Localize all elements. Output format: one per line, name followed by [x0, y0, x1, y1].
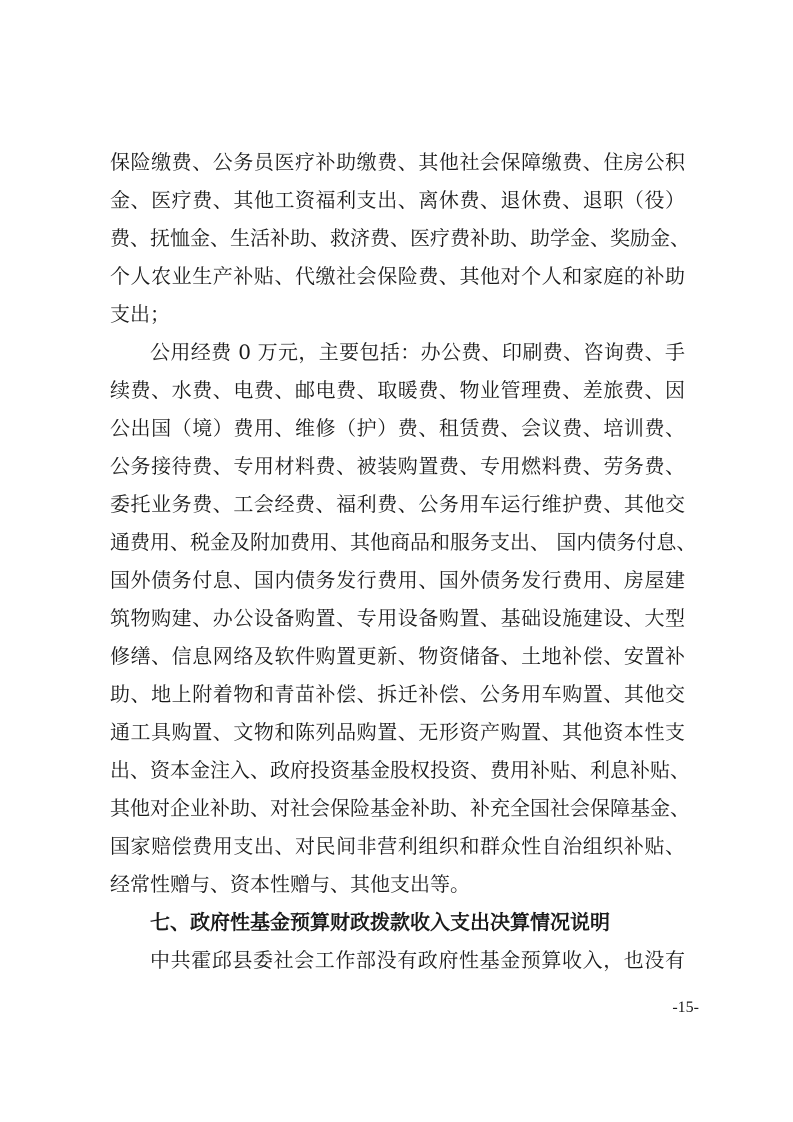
text-line: 费、抚恤金、生活补助、救济费、医疗费补助、助学金、奖励金、 — [110, 226, 690, 250]
section-heading: 七、政府性基金预算财政拨款收入支出决算情况说明 — [150, 910, 610, 934]
text-line: 公务接待费、专用材料费、被装购置费、专用燃料费、劳务费、 — [110, 454, 685, 478]
text-line: 通工具购置、文物和陈列品购置、无形资产购置、其他资本性支 — [110, 720, 685, 744]
text-line: 支出； — [110, 302, 170, 326]
text-line: 中共霍邱县委社会工作部没有政府性基金预算收入，也没有 — [150, 948, 685, 972]
text-line: 保险缴费、公务员医疗补助缴费、其他社会保障缴费、住房公积 — [110, 150, 685, 174]
text-line: 经常性赠与、资本性赠与、其他支出等。 — [110, 872, 470, 896]
page-number: -15- — [672, 999, 699, 1016]
text-line: 金、医疗费、其他工资福利支出、离休费、退休费、退职（役） — [110, 188, 685, 212]
text-line: 出、资本金注入、政府投资基金股权投资、费用补贴、利息补贴、 — [110, 758, 690, 782]
text-line: 通费用、税金及附加费用、其他商品和服务支出、 国内债务付息、 — [110, 530, 697, 554]
text-line: 国外债务付息、国内债务发行费用、国外债务发行费用、房屋建 — [110, 568, 685, 592]
text-line: 公用经费 0 万元，主要包括：办公费、印刷费、咨询费、手 — [150, 340, 685, 364]
text-line: 修缮、信息网络及软件购置更新、物资储备、土地补偿、安置补 — [110, 644, 685, 668]
text-line: 国家赔偿费用支出、对民间非营利组织和群众性自治组织补贴、 — [110, 834, 685, 858]
text-line: 其他对企业补助、对社会保险基金补助、补充全国社会保障基金、 — [110, 796, 690, 820]
text-line: 续费、水费、电费、邮电费、取暖费、物业管理费、差旅费、因 — [110, 378, 685, 402]
text-line: 委托业务费、工会经费、福利费、公务用车运行维护费、其他交 — [110, 492, 685, 516]
text-line: 筑物购建、办公设备购置、专用设备购置、基础设施建设、大型 — [110, 606, 685, 630]
text-line: 助、地上附着物和青苗补偿、拆迁补偿、公务用车购置、其他交 — [110, 682, 685, 706]
text-line: 个人农业生产补贴、代缴社会保险费、其他对个人和家庭的补助 — [110, 264, 685, 288]
text-line: 公出国（境）费用、维修（护）费、租赁费、会议费、培训费、 — [110, 416, 685, 440]
